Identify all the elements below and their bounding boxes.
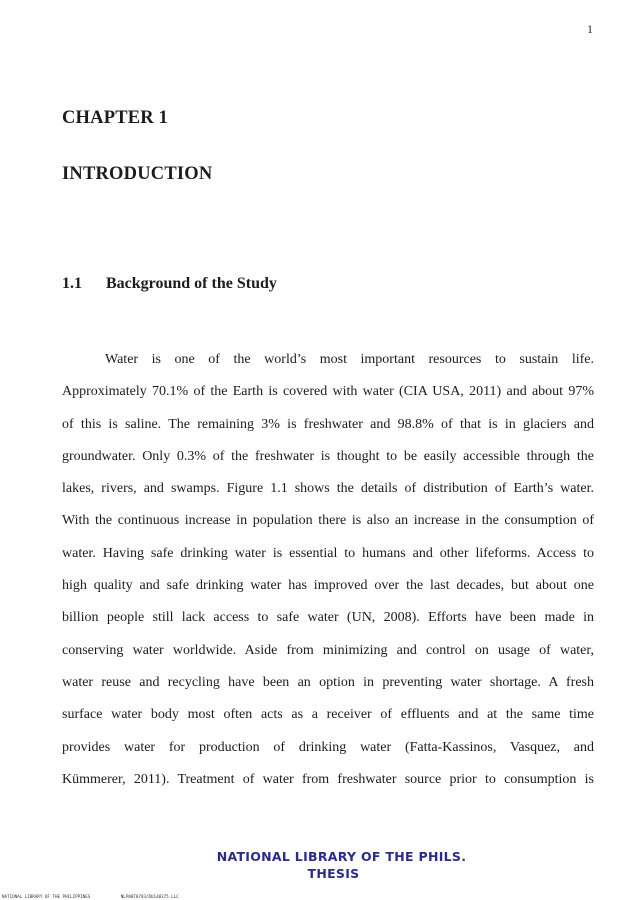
section-number: 1.1 [62,275,82,292]
paragraph-line: water reuse and recycling have been an option in preventing water shortage. A fresh [62,674,594,690]
chapter-label: CHAPTER 1 [62,108,169,128]
footer-code: NLP00T0783/DU140375.LLC [120,894,179,899]
paragraph-line: Water is one of the world’s most important resources to sustain life. [105,352,594,367]
paragraph-line: of this is saline. The remaining 3% is freshwater and 98.8% of that is in glaciers and [62,416,594,432]
paragraph-line: Kümmerer, 2011). Treatment of water from freshwater source prior to consumption is [62,771,594,787]
body-paragraph [62,344,594,796]
section-heading [62,275,277,293]
paragraph-line: water. Having safe drinking water is essential to humans and other lifeforms. Access to [62,545,594,561]
page-number: 1 [587,22,593,36]
paragraph-line: surface water body most often acts as a receiver of effluents and at the same time [62,707,594,723]
library-stamp-line-2: THESIS [307,866,360,881]
paragraph-line: lakes, rivers, and swamps. Figure 1.1 shows the details of distribution of Earth’s water. [62,481,594,497]
paragraph-line: Approximately 70.1% of the Earth is covered with water (CIA USA, 2011) and about 97% [62,384,594,400]
paragraph-line: conserving water worldwide. Aside from minimizing and control on usage of water, [62,642,594,658]
footer-library: NATIONAL LIBRARY OF THE PHILIPPINES [2,894,91,899]
footer-text [2,894,179,899]
paragraph-line: With the continuous increase in population there is also an increase in the consumption of [62,513,594,529]
library-stamp-line-1: NATIONAL LIBRARY OF THE PHILS. [216,849,467,864]
section-title: Background of the Study [106,275,277,292]
paragraph-line: provides water for production of drinking water (Fatta-Kassinos, Vasquez, and [62,739,594,755]
paragraph-line: groundwater. Only 0.3% of the freshwater is thought to be easily accessible through the [62,448,594,464]
chapter-title: INTRODUCTION [62,164,213,184]
paragraph-line: high quality and safe drinking water has improved over the last decades, but about one [62,578,594,594]
paragraph-line: billion people still lack access to safe water (UN, 2008). Efforts have been made in [62,610,594,626]
